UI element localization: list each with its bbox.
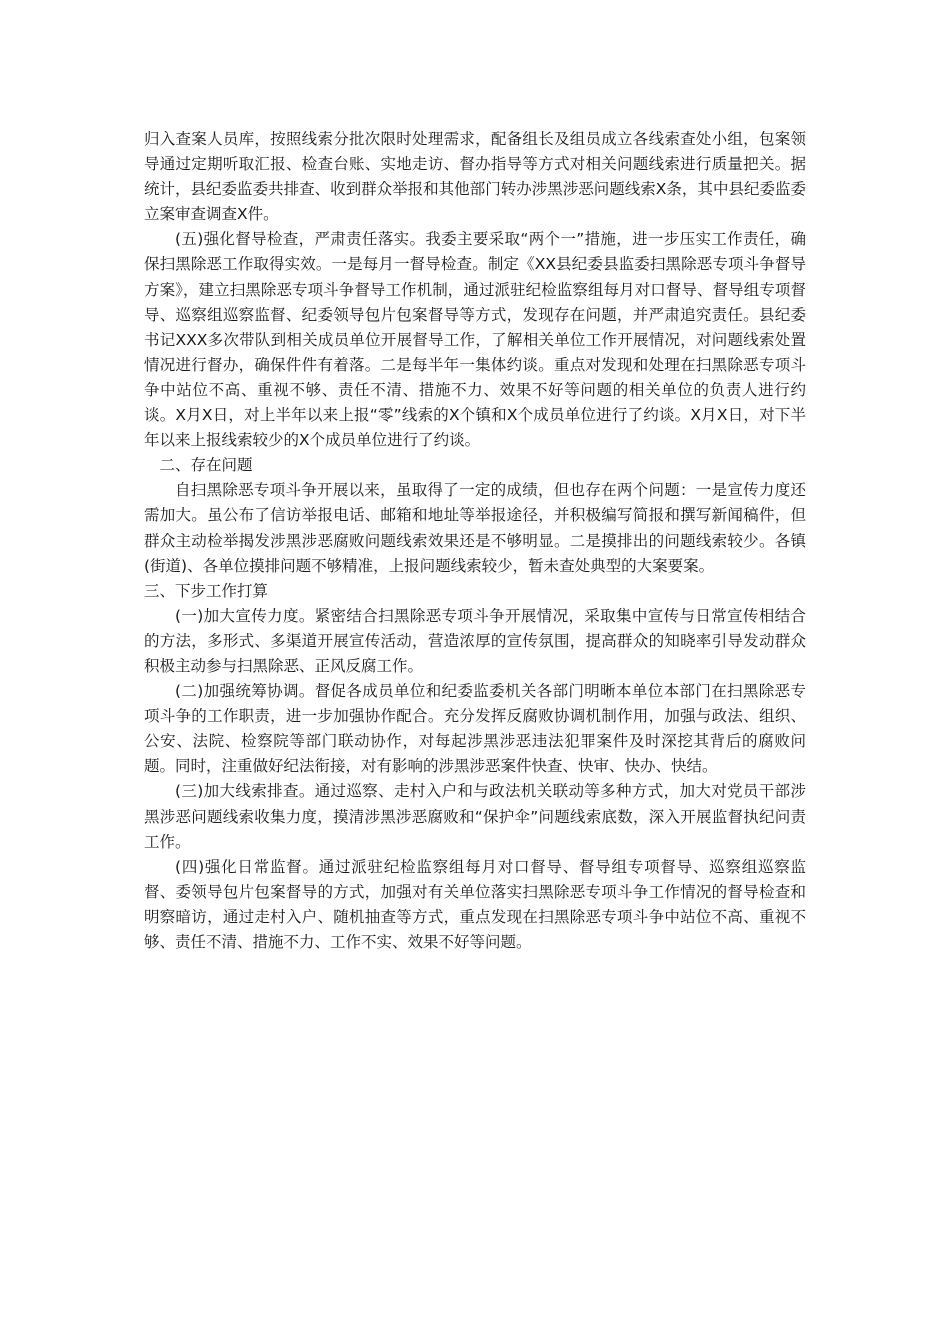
section-heading-next-steps: 三、下步工作打算 (144, 581, 269, 600)
paragraph-continuation: 归入查案人员库，按照线索分批次限时处理需求，配备组长及组员成立各线索查处小组，包案领导通过定期听取汇报、检查台账、实地走访、督办指导等方式对相关问题线索进行质量把关。据统计，县纪委监委共排查、收到群众举报和其他部门转办涉黑涉恶问题线索X条，其中县纪委监委立案审查调查X件。 (144, 130, 806, 224)
document-page (144, 127, 806, 955)
paragraph-daily-supervision: (四)强化日常监督。通过派驻纪检监察组每月对口督导、督导组专项督导、巡察组巡察监督、委领导包片包案督导的方式，加强对有关单位落实扫黑除恶专项斗争工作情况的督导检查和明察暗访，通过走村入户、随机抽查等方式，重点发现在扫黑除恶专项斗争中站位不高、重视不够、责任不清、措施不力、工作不实、效果不好等问题。 (144, 857, 806, 951)
paragraph-clue-screening: (三)加大线索排查。通过巡察、走村入户和与政法机关联动等多种方式，加大对党员干部涉黑涉恶问题线索收集力度，摸清涉黑涉恶腐败和“保护伞”问题线索底数，深入开展监督执纪问责工作。 (144, 782, 806, 851)
paragraph-coordination: (二)加强统筹协调。督促各成员单位和纪委监委机关各部门明晰本单位本部门在扫黑除恶专项斗争的工作职责，进一步加强协作配合。充分发挥反腐败协调机制作用，加强与政法、组织、公安、法院、检察院等部门联动协作，对每起涉黑涉恶违法犯罪案件及时深挖其背后的腐败问题。同时，注重做好纪法衔接，对有影响的涉黑涉恶案件快查、快审、快办、快结。 (144, 682, 806, 776)
paragraph-publicity: (一)加大宣传力度。紧密结合扫黑除恶专项斗争开展情况，采取集中宣传与日常宣传相结合的方法，多形式、多渠道开展宣传活动，营造浓厚的宣传氛围，提高群众的知晓率引导发动群众积极主动参与扫黑除恶、正风反腐工作。 (144, 606, 806, 675)
section-heading-existing-problems: 二、存在问题 (159, 456, 253, 475)
paragraph-supervision-inspection: (五)强化督导检查，严肃责任落实。我委主要采取“两个一”措施，进一步压实工作责任，确保扫黑除恶工作取得实效。一是每月一督导检查。制定《XX县纪委县监委扫黑除恶专项斗争督导方案》，建立扫黑除恶专项斗争督导工作机制，通过派驻纪检监察组每月对口督导、督导组专项督导、巡察组巡察监督、纪委领导包片包案督导等方式，发现存在问题，并严肃追究责任。县纪委书记XXX多次带队到相关成员单位开展督导工作，了解相关单位工作开展情况，对问题线索处置情况进行督办，确保件件有着落。二是每半年一集体约谈。重点对发现和处理在扫黑除恶专项斗争中站位不高、重视不够、责任不清、措施不力、效果不好等问题的相关单位的负责人进行约谈。X月X日，对上半年以来上报“零”线索的X个镇和X个成员单位进行了约谈。X月X日，对下半年以来上报线索较少的X个成员单位进行了约谈。 (144, 230, 806, 450)
paragraph-existing-problems: 自扫黑除恶专项斗争开展以来，虽取得了一定的成绩，但也存在两个问题：一是宣传力度还需加大。虽公布了信访举报电话、邮箱和地址等举报途径，并积极编写简报和撰写新闻稿件，但群众主动检举揭发涉黑涉恶腐败问题线索效果还是不够明显。二是摸排出的问题线索较少。各镇(街道)、各单位摸排问题不够精准，上报问题线索较少，暂未查处典型的大案要案。 (144, 481, 806, 575)
